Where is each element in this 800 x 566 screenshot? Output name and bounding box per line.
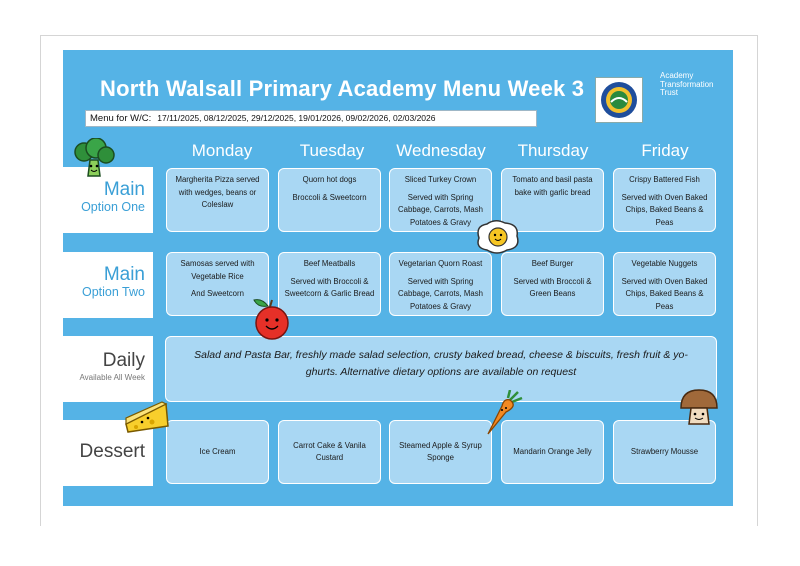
day-header-friday: Friday [641,141,689,160]
dessert-wednesday: Steamed Apple & Syrup Sponge [389,420,492,484]
apple-icon [248,296,294,342]
week-commencing-bar [85,110,537,127]
cheese-icon [122,396,172,434]
day-header-wednesday: Wednesday [396,141,486,160]
main-two-friday: Vegetable Nuggets Served with Oven Baked Chips, Baked Beans & Peas [613,252,716,316]
dessert-monday: Ice Cream [166,420,269,484]
row-label-dessert: Dessert [63,420,153,486]
row-label-daily: Daily Available All Week [63,336,153,402]
dessert-friday: Strawberry Mousse [613,420,716,484]
row-label-main-option-two: Main Option Two [63,252,153,318]
week-commencing-dates: 17/11/2025, 08/12/2025, 29/12/2025, 19/01/2026, 09/02/2026, 02/03/2026 [157,113,436,123]
main-one-monday: Margherita Pizza served with wedges, beans or Coleslaw [166,168,269,232]
carrot-icon [484,390,524,436]
week-commencing-label: Menu for W/C: [90,113,152,124]
main-one-friday: Crispy Battered Fish Served with Oven Baked Chips, Baked Beans & Peas [613,168,716,232]
main-two-thursday: Beef Burger Served with Broccoli & Green Beans [501,252,604,316]
main-one-thursday: Tomato and basil pasta bake with garlic bread [501,168,604,232]
dessert-tuesday: Carrot Cake & Vanila Custard [278,420,381,484]
school-badge-icon [595,77,643,123]
main-one-tuesday: Quorn hot dogs Broccoli & Sweetcorn [278,168,381,232]
main-two-wednesday: Vegetarian Quorn Roast Served with Spring Cabbage, Carrots, Mash Potatoes & Gravy [389,252,492,316]
day-header-monday: Monday [191,141,253,160]
main-two-monday: Samosas served with Vegetable Rice And Sweetcorn [166,252,269,316]
dessert-thursday: Mandarin Orange Jelly [501,420,604,484]
main-one-wednesday: Sliced Turkey Crown Served with Spring Cabbage, Carrots, Mash Potatoes & Gravy [389,168,492,232]
daily-salad-bar: Salad and Pasta Bar, freshly made salad selection, crusty baked bread, cheese & biscuits, fresh fruit & yo-ghurts. Alternative dietary options are available on request [165,336,717,402]
mushroom-icon [677,386,721,428]
main-two-tuesday: Beef Meatballs Served with Broccoli & Sweetcorn & Garlic Bread [278,252,381,316]
fried-egg-icon [473,218,523,256]
broccoli-icon [72,138,116,180]
trust-logo-text: Academy Transformation Trust [660,71,714,97]
day-header-thursday: Thursday [517,141,589,160]
day-header-tuesday: Tuesday [299,141,365,160]
row-label-main-option-one: Main Option One [63,167,153,233]
menu-title: North Walsall Primary Academy Menu Week 3 [100,76,585,101]
